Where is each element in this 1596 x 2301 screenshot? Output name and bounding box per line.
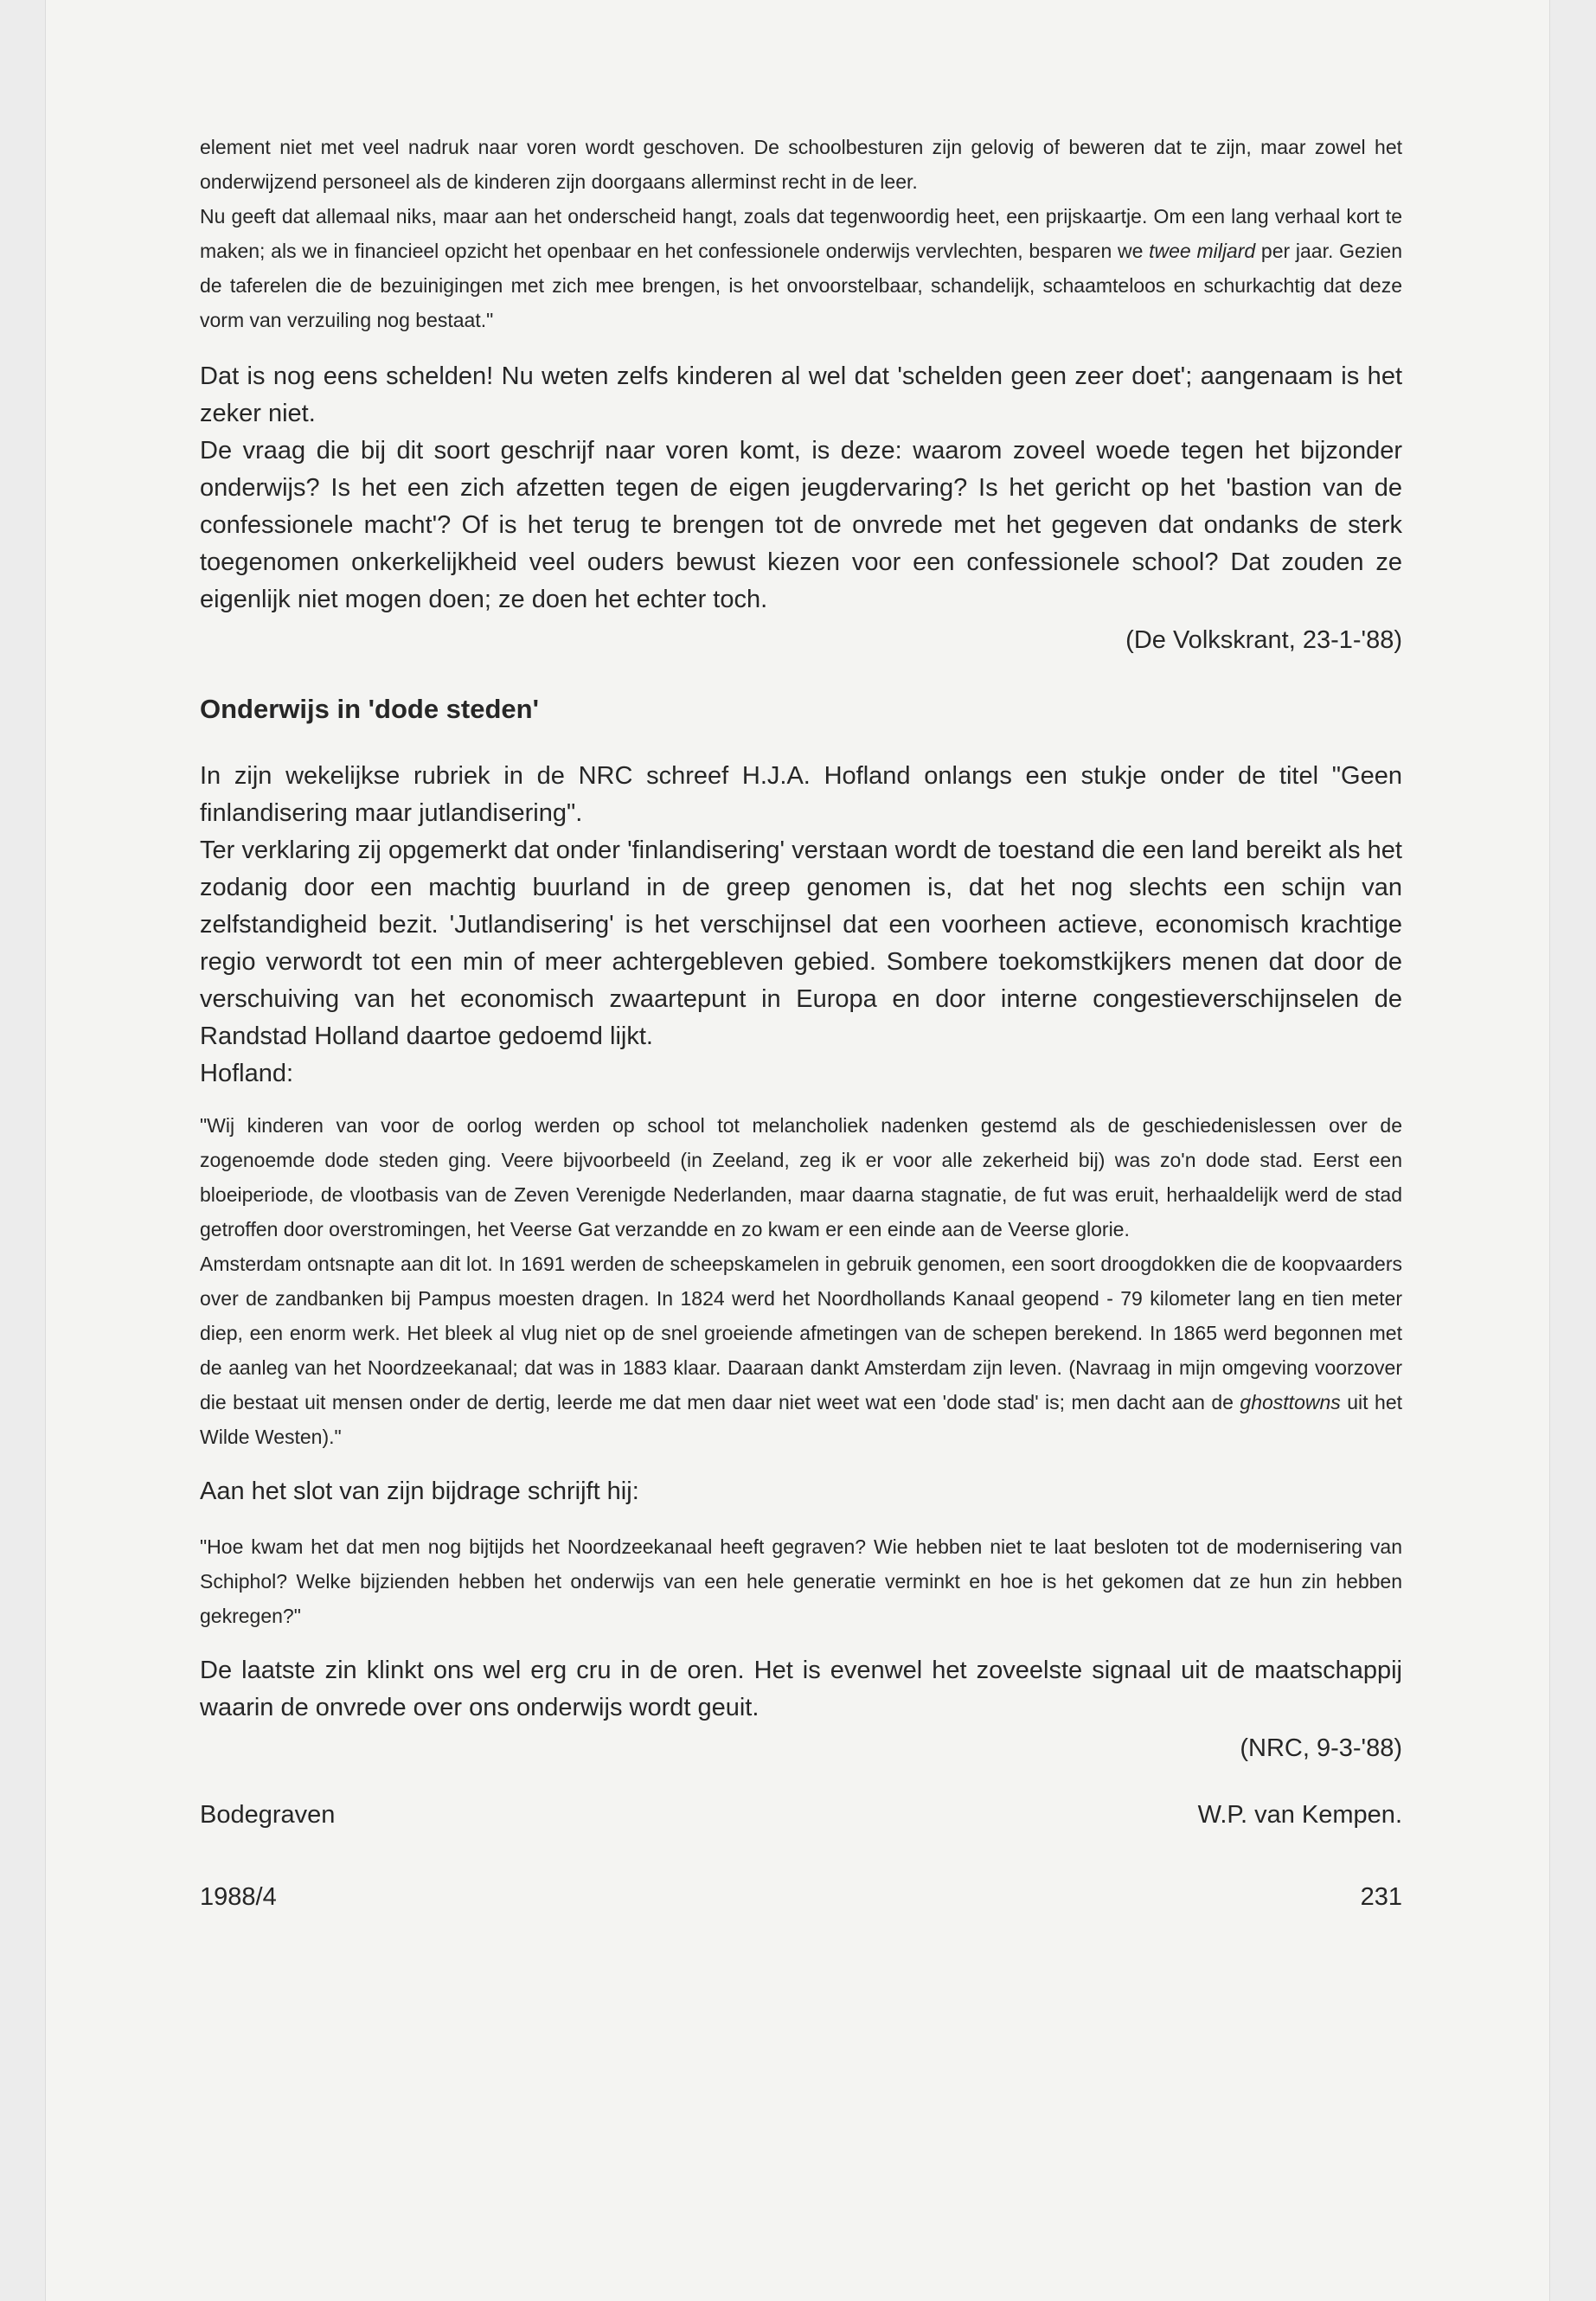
signature-place: Bodegraven [200, 1801, 336, 1829]
issue-number: 1988/4 [200, 1883, 277, 1911]
section-heading: Onderwijs in 'dode steden' [200, 694, 539, 724]
closing-intro [200, 1473, 1402, 1510]
hofland-quote [200, 1108, 1402, 1454]
text-run: Nu geeft dat allemaal niks, maar aan het onderscheid hangt, zoals dat tegenwoordig heet, een prijskaartje. Om een lang verhaal kort te maken; als we in financieel opzicht het openbaar en het confessionele onderwijs vervlechten, besparen we [200, 205, 1402, 262]
intro-quote-paragraph: element niet met veel nadruk naar voren wordt geschoven. De schoolbesturen zijn gelovig of beweren dat te zijn, maar zowel het onderwijzend personeel als de kinderen zijn doorgaans allerminst recht in de leer. [200, 136, 1402, 193]
commentary-paragraph: De vraag die bij dit soort geschrijf naar voren komt, is deze: waarom zoveel woede tegen het bijzonder onderwijs? Is het een zich afzetten tegen de eigen jeugdervaring? Is het gericht op het 'bastion van de confessionele macht'? Of is het terug te brengen tot de onvrede met het gegeven dat ondanks de sterk toegenomen onkerkelijkheid veel ouders bewust kiezen voor een confessionele school? Dat zouden ze eigenlijk niet mogen doen; ze doen het echter toch. [200, 437, 1402, 613]
section-paragraph: In zijn wekelijkse rubriek in de NRC schreef H.J.A. Hofland onlangs een stukje onder de titel "Geen finlandisering maar jutlandisering". [200, 762, 1402, 827]
closing-paragraph: De laatste zin klinkt ons wel erg cru in de oren. Het is evenwel het zoveelste signaal uit de maatschappij waarin de onvrede over ons onderwijs wordt geuit. [200, 1657, 1402, 1721]
page-number: 231 [1360, 1883, 1402, 1911]
text-run: Amsterdam ontsnapte aan dit lot. In 1691 werden de scheepskamelen in gebruik genomen, een soort droogdokken die de koopvaarders over de zandbanken bij Pampus moesten dragen. In 1824 werd het Noordhollands Kanaal geopend - 79 kilometer lang en tien meter diep, een enorm werk. Het bleek al vlug niet op de snel groeiende afmetingen van de schepen berekend. In 1865 werd begonnen met de aanleg van het Noordzeekanaal; dat was in 1883 klaar. Daaraan dankt Amsterdam zijn leven. (Navraag in mijn omgeving voorzover die bestaat uit mensen onder de dertig, leerde me dat men daar niet weet wat een 'dode stad' is; men dacht aan de [200, 1253, 1402, 1413]
commentary-paragraph: Dat is nog eens schelden! Nu weten zelfs kinderen al wel dat 'schelden geen zeer doet'; aangenaam is het zeker niet. [200, 362, 1402, 427]
commentary [200, 358, 1402, 619]
section-body [200, 758, 1402, 1093]
source-citation: (NRC, 9-3-'88) [1240, 1734, 1402, 1762]
quote-paragraph [200, 1247, 1402, 1454]
text-run: uit het Wilde Westen)." [200, 1391, 1403, 1448]
page-footer [200, 1879, 1402, 1916]
source-citation: (De Volkskrant, 23-1-'88) [1125, 626, 1402, 654]
closing-quote-text: "Hoe kwam het dat men nog bijtijds het Noordzeekanaal heeft gegraven? Wie hebben niet te laat besloten tot de modernisering van Schiphol? Welke bijzienden hebben het onderwijs van een hele generatie verminkt en hoe is het gekomen dat ze hun zin hebben gekregen?" [200, 1535, 1402, 1627]
document-page [45, 0, 1550, 2301]
emphasis: ghosttowns [1240, 1391, 1341, 1413]
section-paragraph: Hofland: [200, 1060, 294, 1087]
closing-body [200, 1652, 1402, 1727]
signature-author: W.P. van Kempen. [1197, 1801, 1402, 1829]
closing-quote [200, 1529, 1402, 1633]
emphasis: twee miljard [1149, 240, 1256, 262]
signature-row [200, 1797, 1402, 1834]
section-paragraph: Ter verklaring zij opgemerkt dat onder 'finlandisering' verstaan wordt de toestand die een land bereikt als het zodanig door een machtig buurland in de greep genomen is, dat het nog slechts een schijn van zelfstandigheid bezit. 'Jutlandisering' is het verschijnsel dat een voorheen actieve, economisch krachtige regio verwordt tot een min of meer achtergebleven gebied. Sombere toekomstkijkers menen dat door de verschuiving van het economisch zwaartepunt in Europa en door interne congestieverschijnselen de Randstad Holland daartoe gedoemd lijkt. [200, 836, 1402, 1050]
intro-quote-paragraph [200, 199, 1402, 337]
closing-intro-text: Aan het slot van zijn bijdrage schrijft hij: [200, 1477, 639, 1505]
page-content [200, 130, 1402, 1916]
intro-quote [200, 130, 1402, 337]
text-run: per jaar. Gezien de taferelen die de bezuinigingen met zich mee brengen, is het onvoorstelbaar, schandelijk, schaamteloos en schurkachtig dat deze vorm van verzuiling nog bestaat." [200, 240, 1402, 331]
quote-paragraph: "Wij kinderen van voor de oorlog werden op school tot melancholiek nadenken gestemd als de geschiedenislessen over de zogenoemde dode steden ging. Veere bijvoorbeeld (in Zeeland, zeg ik er voor alle zekerheid bij) was zo'n dode stad. Eerst een bloeiperiode, de vlootbasis van de Zeven Verenigde Nederlanden, maar daarna stagnatie, de fut was eruit, herhaaldelijk werd de stad getroffen door overstromingen, het Veerse Gat verzandde en zo kwam er een einde aan de Veerse glorie. [200, 1114, 1402, 1240]
